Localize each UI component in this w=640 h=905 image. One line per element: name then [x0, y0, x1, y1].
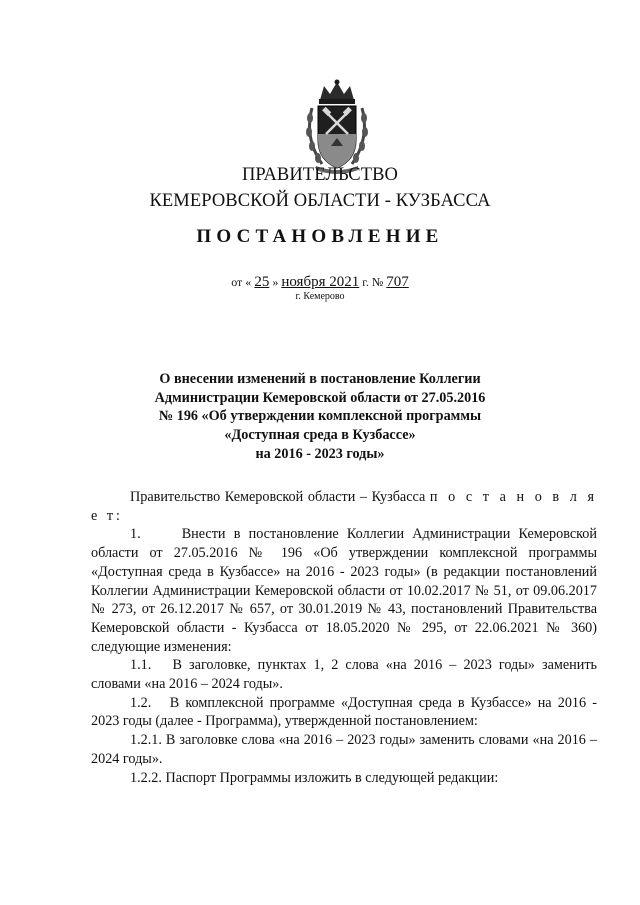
paragraph-1: 1. Внести в постановление Коллегии Администрации Кемеровской области от 27.05.2016 № 196 «Об утверждении комплексной программы «Доступная среда в Кузбассе» на 2016 - 2023 годы» (в редакции постановлений Коллегии Администрации Кемеровской области от 10.02.2017 № 51, от 09.06.2017 № 273, от 26.12.2017 № 657, от 30.01.2019 № 43, постановлений Правительства Кемеровской области - Кузбасса от 18.05.2020 № 295, от 22.06.2021 № 360) следующие изменения: [91, 526, 597, 655]
decree-date-number [0, 274, 640, 291]
paragraph-1-1: 1.1. В заголовке, пунктах 1, 2 слова «на 2016 – 2023 годы» заменить словами «на 2016 – 2024 годы». [91, 657, 597, 693]
decree-number: 707 [386, 274, 409, 290]
government-line-2: КЕМЕРОВСКОЙ ОБЛАСТИ - КУЗБАССА [149, 191, 491, 211]
intro-paragraph [91, 488, 597, 525]
title-line-1: О внесении изменений в постановление Коллегии [159, 371, 481, 387]
title-line-3: № 196 «Об утверждении комплексной программы [158, 408, 482, 425]
paragraph-1-2: 1.2. В комплексной программе «Доступная среда в Кузбассе» на 2016 - 2023 годы (далее - Программа), утвержденной постановлением: [91, 694, 597, 730]
coat-of-arms-emblem [302, 78, 372, 174]
date-mid: » [272, 275, 279, 289]
paragraph-1-2-1: 1.2.1. В заголовке слова «на 2016 – 2023 годы» заменить словами «на 2016 – 2024 годы». [91, 732, 597, 767]
title-line-2: Администрации Кемеровской области от 27.05.2016 [154, 389, 486, 406]
government-header [0, 162, 640, 214]
paragraph-1-2-2: 1.2.2. Паспорт Программы изложить в следующей редакции: [130, 769, 499, 786]
date-month-year: ноября 2021 [281, 274, 360, 290]
intro-text: Правительство Кемеровской области – Кузбасса [130, 489, 426, 505]
date-day: 25 [254, 274, 270, 290]
decree-title [0, 370, 640, 464]
decree-body [91, 488, 597, 787]
intro-decree-word: п о с т а н о в л я е т: [91, 489, 597, 524]
date-prefix: от « [231, 275, 252, 289]
title-line-5: на 2016 - 2023 годы» [255, 445, 385, 462]
title-line-4: «Доступная среда в Кузбассе» [224, 427, 416, 444]
number-prefix: г. № [362, 275, 384, 289]
government-line-1: ПРАВИТЕЛЬСТВО [241, 165, 399, 185]
document-type-title: ПОСТАНОВЛЕНИЕ [196, 226, 444, 247]
city-label: г. Кемерово [295, 291, 345, 302]
